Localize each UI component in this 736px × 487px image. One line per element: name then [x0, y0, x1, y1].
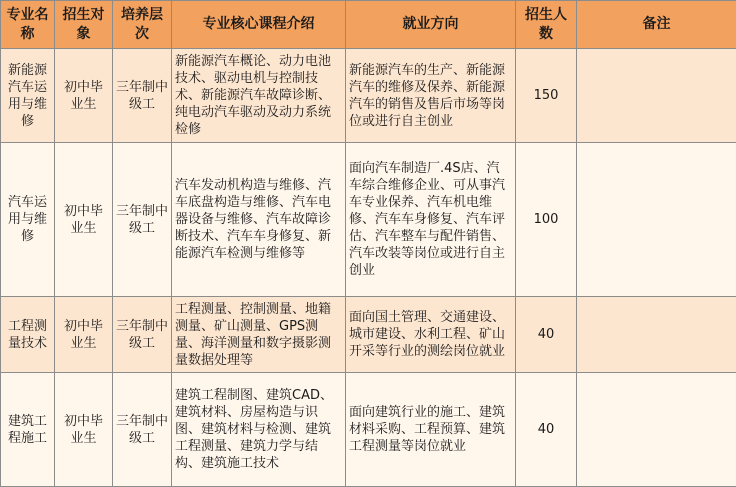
cell-count: 150	[516, 49, 577, 143]
cell-count: 100	[516, 143, 577, 297]
table-row	[1, 143, 736, 297]
table-row	[1, 373, 736, 487]
header-note: 备注	[577, 1, 736, 49]
cell-career: 新能源汽车的生产、新能源汽车的维修及保养、新能源汽车的销售及售后市场等岗位或进行自主创业	[346, 49, 516, 143]
cell-level: 三年制中级工	[113, 49, 172, 143]
cell-major: 新能源汽车运用与维修	[1, 49, 55, 143]
cell-level: 三年制中级工	[113, 143, 172, 297]
header-course: 专业核心课程介绍	[172, 1, 346, 49]
cell-count: 40	[516, 373, 577, 487]
header-row	[1, 1, 736, 49]
cell-note	[577, 373, 736, 487]
cell-count: 40	[516, 297, 577, 373]
table-row	[1, 297, 736, 373]
cell-course: 汽车发动机构造与维修、汽车底盘构造与维修、汽车电器设备与维修、汽车故障诊断技术、汽车车身修复、新能源汽车检测与维修等	[172, 143, 346, 297]
cell-level: 三年制中级工	[113, 373, 172, 487]
header-level: 培养层次	[113, 1, 172, 49]
cell-target: 初中毕业生	[55, 49, 113, 143]
header-target: 招生对象	[55, 1, 113, 49]
cell-career: 面向国土管理、交通建设、城市建设、水利工程、矿山开采等行业的测绘岗位就业	[346, 297, 516, 373]
cell-target: 初中毕业生	[55, 297, 113, 373]
cell-career: 面向建筑行业的施工、建筑材料采购、工程预算、建筑工程测量等岗位就业	[346, 373, 516, 487]
cell-career: 面向汽车制造厂.4S店、汽车综合维修企业、可从事汽车专业保养、汽车机电维修、汽车车身修复、汽车评估、汽车整车与配件销售、汽车改装等岗位或进行自主创业	[346, 143, 516, 297]
cell-note	[577, 49, 736, 143]
cell-major: 工程测量技术	[1, 297, 55, 373]
cell-level: 三年制中级工	[113, 297, 172, 373]
header-major: 专业名称	[1, 1, 55, 49]
cell-course: 工程测量、控制测量、地籍测量、矿山测量、GPS测量、海洋测量和数字摄影测量数据处理等	[172, 297, 346, 373]
cell-major: 汽车运用与维修	[1, 143, 55, 297]
cell-target: 初中毕业生	[55, 373, 113, 487]
cell-target: 初中毕业生	[55, 143, 113, 297]
header-count: 招生人数	[516, 1, 577, 49]
header-career: 就业方向	[346, 1, 516, 49]
cell-major: 建筑工程施工	[1, 373, 55, 487]
cell-course: 建筑工程制图、建筑CAD、建筑材料、房屋构造与识图、建筑材料与检测、建筑工程测量、建筑力学与结构、建筑施工技术	[172, 373, 346, 487]
cell-note	[577, 143, 736, 297]
cell-note	[577, 297, 736, 373]
cell-course: 新能源汽车概论、动力电池技术、驱动电机与控制技术、新能源汽车故障诊断、纯电动汽车驱动及动力系统检修	[172, 49, 346, 143]
table-row	[1, 49, 736, 143]
